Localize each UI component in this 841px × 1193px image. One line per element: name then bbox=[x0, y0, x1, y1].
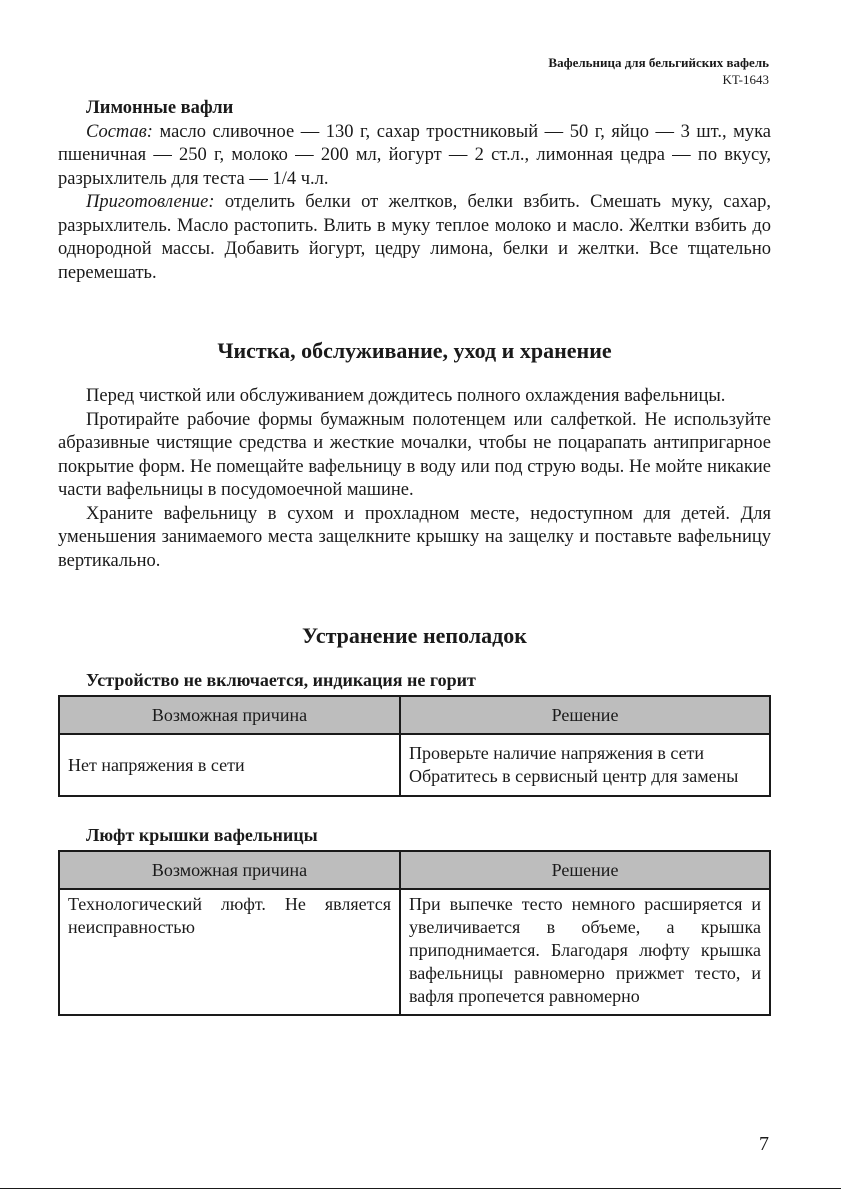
cause-column-header: Возможная причина bbox=[59, 696, 400, 734]
problem-heading: Люфт крышки вафельницы bbox=[86, 825, 318, 845]
page-header bbox=[548, 54, 769, 88]
solution-cell: При выпечке тесто немного расширяется и увеличивается в объеме, а крышка приподнимается. Благодаря люфту крышка вафельницы равномерно прижмет тесто, и вафля пропечется равномерно bbox=[400, 889, 770, 1015]
cleaning-section bbox=[58, 337, 771, 573]
cause-column-header: Возможная причина bbox=[59, 851, 400, 889]
solution-column-header: Решение bbox=[400, 696, 770, 734]
cleaning-paragraph: Протирайте рабочие формы бумажным полотенцем или салфеткой. Не используйте абразивные чистящие средства и жесткие мочалки, чтобы не поцарапать антипригарное покрытие форм. Не помещайте вафельницу в воду или под струю воды. Не мойте никакие части вафельницы в посудомоечной машине. bbox=[58, 409, 771, 500]
troubleshooting-title: Устранение неполадок bbox=[302, 623, 527, 648]
recipe-ingredients bbox=[58, 121, 771, 192]
cleaning-title: Чистка, обслуживание, уход и хранение bbox=[217, 338, 612, 363]
cleaning-paragraph: Перед чисткой или обслуживанием дождитесь полного охлаждения вафельницы. bbox=[86, 386, 726, 406]
header-model: KT-1643 bbox=[722, 72, 769, 87]
ingredients-label: Состав: bbox=[86, 121, 153, 142]
preparation-text: отделить белки от желтков, белки взбить. Смешать муку, сахар, разрыхлитель. Масло растопить. Влить в муку теплое молоко и масло. Желтки взбить до однородной массы. Добавить йогурт, цедру лимона, белки и желтки. Все тщательно перемешать. bbox=[58, 192, 771, 283]
cause-cell: Нет напряжения в сети bbox=[59, 734, 400, 796]
header-product-title: Вафельница для бельгийских вафель bbox=[548, 55, 769, 70]
troubleshooting-table bbox=[58, 695, 771, 797]
preparation-label: Приготовление: bbox=[86, 192, 215, 212]
troubleshooting-table bbox=[58, 850, 771, 1016]
ingredients-text: масло сливочное — 130 г, сахар тростниковый — 50 г, яйцо — 3 шт., мука пшеничная — 250 г, молоко — 200 мл, йогурт — 2 ст.л., лимонная цедра — по вкусу, разрыхлитель для теста — 1/4 ч.л. bbox=[58, 121, 771, 189]
recipe-section bbox=[58, 97, 771, 285]
recipe-title: Лимонные вафли bbox=[86, 98, 234, 118]
troubleshooting-section bbox=[58, 622, 771, 1016]
page-number: 7 bbox=[759, 1133, 769, 1155]
problem-heading: Устройство не включается, индикация не горит bbox=[86, 670, 476, 690]
solution-column-header: Решение bbox=[400, 851, 770, 889]
cause-cell: Технологический люфт. Не является неисправностью bbox=[59, 889, 400, 1015]
storage-paragraph: Храните вафельницу в сухом и прохладном месте, недоступном для детей. Для уменьшения занимаемого места защелкните крышку на защелку и поставьте вафельницу вертикально. bbox=[58, 503, 771, 571]
bottom-rule bbox=[0, 1188, 841, 1189]
solution-cell: Проверьте наличие напряжения в сети Обратитесь в сервисный центр для замены bbox=[400, 734, 770, 796]
recipe-preparation bbox=[58, 191, 771, 285]
